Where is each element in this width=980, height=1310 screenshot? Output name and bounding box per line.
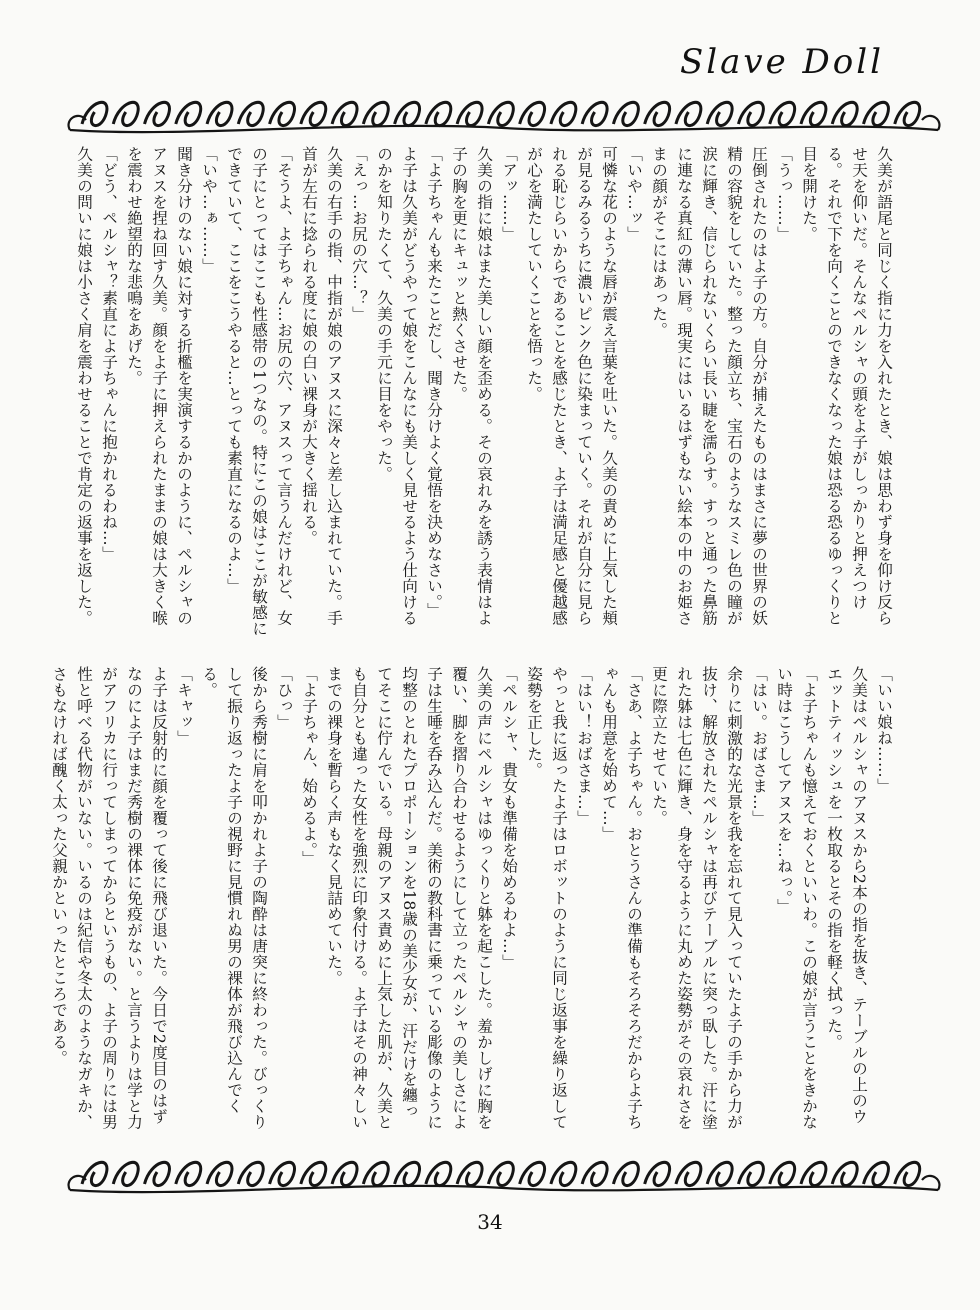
text-paragraph: 後から秀樹に肩を叩かれよ子の陶酔は唐突に終わった。びっくりして振り返ったよ子の視野に見慣れぬ男の裸体が飛び込んでくる。 (200, 666, 268, 1130)
text-paragraph: 久美の声にペルシャはゆっくりと躰を起こした。羞かしげに胸を覆い、脚を摺り合わせるようにして立ったペルシャの美しさによ子は生唾を呑み込んだ。美術の教科書に乗っている彫像のように均整のとれたプロポーションを18歳の美少女が、汗だけを纏ってそこに佇んでいる。母親のアヌス責めに上気した肌が、久美とも自分とも違った女性を強烈に印象付ける。よ子はその神々しいまでの裸身を暫らく声もなく見詰めていた。 (325, 666, 493, 1130)
text-paragraph: 久美の右手の指、中指が娘のアヌスに深々と差し込まれていた。手首が左右に捻られる度に娘の白い裸身が大きく揺れる。 (300, 146, 343, 626)
text-paragraph: 「えっ…お尻の穴…？」 (350, 146, 368, 322)
top-flourish-border (64, 80, 944, 150)
text-paragraph: 「そうよ、よ子ちゃん…お尻の穴、アヌスって言うんだけれど、女の子にとってはここも性感帯の1つなの。特にこの娘はここが敏感にできていて、ここをこうやると…とっても素直になるのよ…」 (225, 146, 293, 637)
text-paragraph: 久美の指に娘はまた美しい顔を歪める。その哀れみを誘う表情はよ子の胸を更にキュッと熱くさせた。 (450, 146, 493, 626)
text-paragraph: 「よ子ちゃんも来たことだし、聞き分けよく覚悟を決めなさい。」 (425, 146, 443, 619)
upper-text-column (75, 146, 896, 641)
text-paragraph: 「よ子ちゃんも憶えておくといいわ。この娘が言うことをきかない時はこうしてアヌスを…ねっ。」 (775, 666, 818, 1130)
text-paragraph: 久美の問いに娘は小さく肩を震わせることで肯定の返事を返した。 (75, 146, 93, 626)
text-paragraph: 「うっ……」 (775, 146, 793, 242)
text-paragraph: 久美が語尾と同じく指に力を入れたとき、娘は思わず身を仰け反らせ天を仰いだ。そんなペルシャの頭をよ子がしっかりと押えつける。それで下を向くことのできなくなった娘は恐る恐るゆっくりと目を開けた。 (800, 146, 893, 626)
text-paragraph: 「いい娘ね……」 (875, 666, 893, 794)
text-paragraph: よ子は反射的に顔を覆って後に飛び退いた。今日で2度目のはずなのによ子はまだ秀樹の裸体に免疫がない。と言うよりは学と力がアフリカに行ってしまってからというもの、よ子の周りには男性と呼べる代物がいない。いるのは紀信や冬太のようなガキか、さもなければ醜く太った父親かといったところである。 (50, 666, 168, 1130)
text-paragraph: 「いや…ッ」 (625, 146, 643, 242)
text-paragraph: 「よ子ちゃん、始めるよ。」 (300, 666, 318, 867)
text-paragraph: 「さあ、よ子ちゃん。おとうさんの準備もそろそろだからよ子ちゃんも用意を始めて…」 (600, 666, 643, 1130)
text-paragraph: 「ひっ」 (275, 666, 293, 730)
text-paragraph: 「アッ……」 (500, 146, 518, 242)
text-paragraph: 余りに刺激的な光景を我を忘れて見入っていたよ子の手から力が抜け、解放されたペルシャは再びテーブルに突っ臥した。汗に塗れた躰は七色に輝き、身を守るように丸めた姿勢がその哀れさを更に際立たせていた。 (650, 666, 743, 1130)
text-paragraph: 可憐な花のような唇が震え言葉を吐いた。久美の責めに上気した頬が見るみるうちに濃いピンク色に染まっていく。それが自分に見られる恥じらいからであることを感じたとき、よ子は満足感と優越感が心を満たしていくことを悟った。 (525, 146, 618, 626)
text-paragraph: やっと我に返ったよ子はロボットのように同じ返事を繰り返して姿勢を正した。 (525, 666, 568, 1130)
text-paragraph: 「キャッ」 (175, 666, 193, 746)
text-paragraph: 「いや…ぁ……」 (200, 146, 218, 274)
text-paragraph: 「ペルシャ、貴女も準備を始めるわよ…」 (500, 666, 518, 970)
page-header-title: Slave Doll (679, 42, 884, 82)
text-paragraph: 「どう、ペルシャ？素直によ子ちゃんに抱かれるわね…」 (100, 146, 118, 562)
bottom-flourish-border (64, 1140, 944, 1210)
text-paragraph: 圧倒されたのはよ子の方。自分が捕えたものはまさに夢の世界の妖精の容貌をしていた。整った顔立ち、宝石のようなスミレ色の瞳が涙に輝き、信じられないくらい長い睫を濡らす。すっと通った鼻筋に連なる真紅の薄い唇。現実にはいるはずもない絵本の中のお姫さまの顔がそこにはあった。 (650, 146, 768, 626)
text-paragraph: 「はい。おばさま…」 (750, 666, 768, 826)
text-paragraph: よ子は久美がどうやって娘をこんなにも美しく見せるよう仕向けるのかを知りたくて、久美の手元に目をやった。 (375, 146, 418, 626)
text-paragraph: 「はい！おばさま…」 (575, 666, 593, 826)
lower-text-column (50, 666, 896, 1131)
text-paragraph: 聞き分けのない娘に対する折檻を実演するかのように、ペルシャのアヌスを捏ね回す久美。顔をよ子に押えられたままの娘は大きく喉を震わせ絶望的な悲鳴をあげた。 (125, 146, 193, 626)
text-paragraph: 久美はペルシャのアヌスから2本の指を抜き、テーブルの上のウエットティッシュを一枚取るとその指を軽く拭った。 (825, 666, 868, 1125)
page-number: 34 (477, 1210, 503, 1234)
